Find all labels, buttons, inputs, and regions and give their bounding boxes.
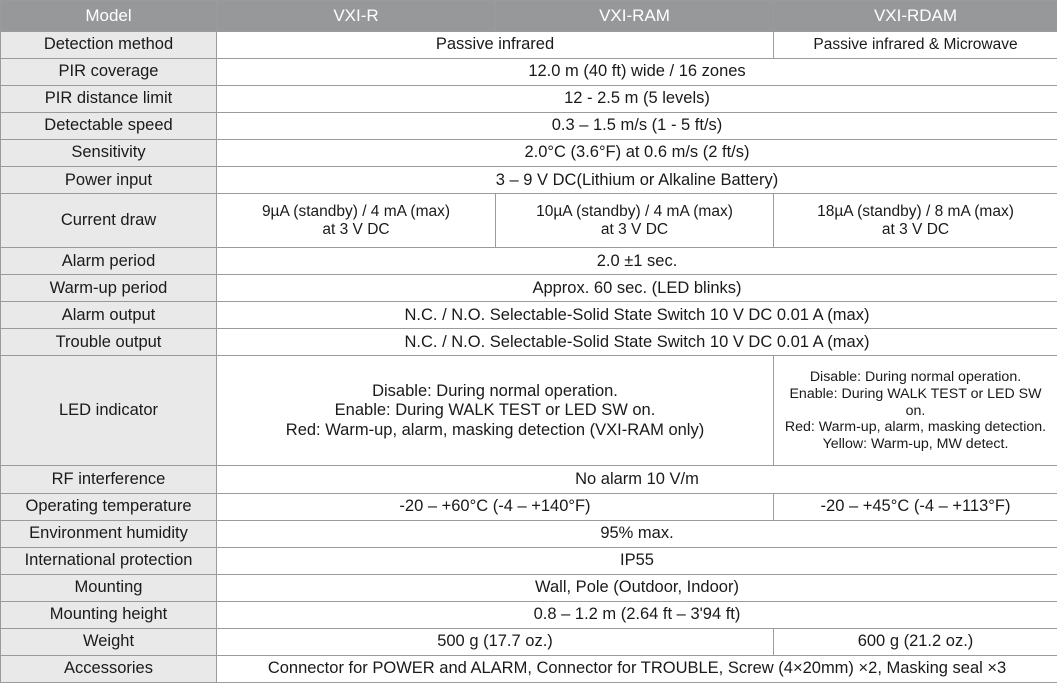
row-label-detection-method: Detection method (1, 32, 217, 59)
table-row (1, 194, 1057, 248)
table-row (1, 601, 1057, 628)
row-label-current-draw: Current draw (1, 194, 217, 248)
cell-trouble-output-all-models: N.C. / N.O. Selectable-Solid State Switch 10 V DC 0.01 A (max) (217, 329, 1057, 356)
row-label-operating-temperature: Operating temperature (1, 493, 217, 520)
cell-pir-coverage-all-models: 12.0 m (40 ft) wide / 16 zones (217, 59, 1057, 86)
cell-pir-distance-limit-all-models: 12 - 2.5 m (5 levels) (217, 86, 1057, 113)
row-label-rf-interference: RF interference (1, 466, 217, 493)
row-label-trouble-output: Trouble output (1, 329, 217, 356)
cell-power-input-all-models: 3 – 9 V DC(Lithium or Alkaline Battery) (217, 167, 1057, 194)
cell-current-draw-vxi-ram: 10µA (standby) / 4 mA (max) at 3 V DC (496, 194, 774, 248)
table-row (1, 275, 1057, 302)
table-row (1, 32, 1057, 59)
table-header (1, 1, 1057, 32)
table-row (1, 329, 1057, 356)
column-header-model: Model (1, 1, 217, 32)
table-row (1, 520, 1057, 547)
cell-current-draw-vxi-rdam: 18µA (standby) / 8 mA (max) at 3 V DC (774, 194, 1057, 248)
row-label-alarm-output: Alarm output (1, 302, 217, 329)
cell-alarm-period-all-models: 2.0 ±1 sec. (217, 248, 1057, 275)
cell-accessories-all-models: Connector for POWER and ALARM, Connector for TROUBLE, Screw (4×20mm) ×2, Masking seal ×3 (217, 655, 1057, 682)
table-row (1, 655, 1057, 682)
column-header-vxi-rdam: VXI-RDAM (774, 1, 1057, 32)
row-label-pir-coverage: PIR coverage (1, 59, 217, 86)
row-label-mounting: Mounting (1, 574, 217, 601)
table-row (1, 574, 1057, 601)
row-label-environment-humidity: Environment humidity (1, 520, 217, 547)
cell-rf-interference-all-models: No alarm 10 V/m (217, 466, 1057, 493)
row-label-international-protection: International protection (1, 547, 217, 574)
table-row (1, 466, 1057, 493)
cell-international-protection-all-models: IP55 (217, 547, 1057, 574)
table-row (1, 493, 1057, 520)
cell-mounting-all-models: Wall, Pole (Outdoor, Indoor) (217, 574, 1057, 601)
cell-current-draw-vxi-r: 9µA (standby) / 4 mA (max) at 3 V DC (217, 194, 496, 248)
column-header-vxi-r: VXI-R (217, 1, 496, 32)
row-label-warm-up-period: Warm-up period (1, 275, 217, 302)
table-row (1, 59, 1057, 86)
table-row (1, 302, 1057, 329)
cell-mounting-height-all-models: 0.8 – 1.2 m (2.64 ft – 3'94 ft) (217, 601, 1057, 628)
header-row (1, 1, 1057, 32)
row-label-weight: Weight (1, 628, 217, 655)
cell-environment-humidity-all-models: 95% max. (217, 520, 1057, 547)
cell-detection-method-vxi-rdam: Passive infrared & Microwave (774, 32, 1057, 59)
cell-weight-vxi-rdam: 600 g (21.2 oz.) (774, 628, 1057, 655)
cell-led-indicator-vxi-rdam: Disable: During normal operation. Enable: During WALK TEST or LED SW on. Red: Warm-up, alarm, masking detection. Yellow: Warm-up, MW detect. (774, 356, 1057, 466)
cell-detection-method-vxi-r-ram: Passive infrared (217, 32, 774, 59)
table-row (1, 547, 1057, 574)
cell-detectable-speed-all-models: 0.3 – 1.5 m/s (1 - 5 ft/s) (217, 113, 1057, 140)
table-body (1, 32, 1057, 683)
row-label-power-input: Power input (1, 167, 217, 194)
table-row (1, 628, 1057, 655)
table-row (1, 86, 1057, 113)
table-row (1, 140, 1057, 167)
row-label-pir-distance-limit: PIR distance limit (1, 86, 217, 113)
cell-warm-up-period-all-models: Approx. 60 sec. (LED blinks) (217, 275, 1057, 302)
cell-led-indicator-vxi-r-ram: Disable: During normal operation. Enable: During WALK TEST or LED SW on. Red: Warm-up, alarm, masking detection (VXI-RAM only) (217, 356, 774, 466)
cell-operating-temperature-vxi-rdam: -20 – +45°C (-4 – +113°F) (774, 493, 1057, 520)
row-label-accessories: Accessories (1, 655, 217, 682)
cell-operating-temperature-vxi-r-ram: -20 – +60°C (-4 – +140°F) (217, 493, 774, 520)
cell-weight-vxi-r-ram: 500 g (17.7 oz.) (217, 628, 774, 655)
row-label-detectable-speed: Detectable speed (1, 113, 217, 140)
row-label-alarm-period: Alarm period (1, 248, 217, 275)
row-label-led-indicator: LED indicator (1, 356, 217, 466)
cell-alarm-output-all-models: N.C. / N.O. Selectable-Solid State Switch 10 V DC 0.01 A (max) (217, 302, 1057, 329)
cell-sensitivity-all-models: 2.0°C (3.6°F) at 0.6 m/s (2 ft/s) (217, 140, 1057, 167)
table-row (1, 167, 1057, 194)
table-row (1, 356, 1057, 466)
row-label-sensitivity: Sensitivity (1, 140, 217, 167)
table-row (1, 113, 1057, 140)
row-label-mounting-height: Mounting height (1, 601, 217, 628)
column-header-vxi-ram: VXI-RAM (496, 1, 774, 32)
table-row (1, 248, 1057, 275)
